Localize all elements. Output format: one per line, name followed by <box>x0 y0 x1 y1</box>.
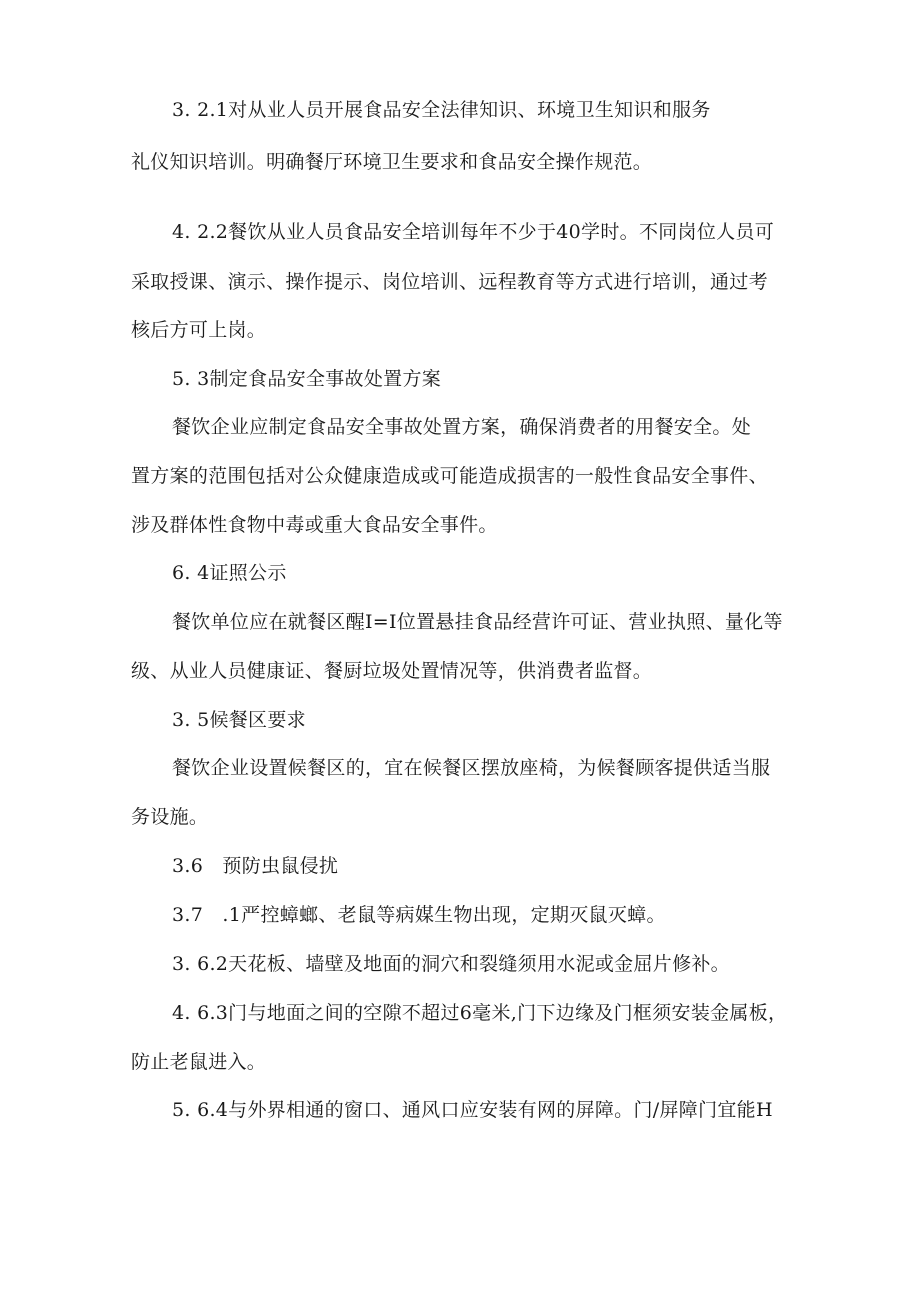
text-line-10: 6. 4证照公示 <box>172 562 287 584</box>
text-line-11: 餐饮单位应在就餐区醒I=I位置悬挂食品经营许可证、营业执照、量化等 <box>172 611 783 633</box>
text-line-1: 3. 2.1对从业人员开展食品安全法律知识、环境卫生知识和服务 <box>172 99 711 121</box>
text-line-14: 餐饮企业设置候餐区的，宜在候餐区摆放座椅，为候餐顾客提供适当服 <box>172 757 771 779</box>
text-line-7: 餐饮企业应制定食品安全事故处置方案，确保消费者的用餐安全。处 <box>172 416 752 438</box>
text-line-6: 5. 3制定食品安全事故处置方案 <box>172 368 442 390</box>
text-line-18: 3. 6.2天花板、墙壁及地面的洞穴和裂缝须用水泥或金屈片修补。 <box>172 953 730 975</box>
text-line-21: 5. 6.4与外界相通的窗口、通风口应安装有网的屏障。门/屏障门宜能H <box>172 1099 773 1121</box>
text-line-4: 采取授课、演示、操作提示、岗位培训、远程教育等方式进行培训，通过考 <box>131 271 768 293</box>
text-line-20: 防止老鼠进入。 <box>131 1051 267 1073</box>
text-line-16: 3.6 预防虫鼠侵扰 <box>172 855 339 877</box>
text-line-15: 务设施。 <box>131 806 209 828</box>
text-line-9: 涉及群体性食物中毒或重大食品安全事件。 <box>131 514 498 536</box>
text-line-5: 核后方可上岗。 <box>131 319 267 341</box>
text-line-2: 礼仪知识培训。明确餐厅环境卫生要求和食品安全操作规范。 <box>131 151 653 173</box>
text-line-17: 3.7 .1严控蟑螂、老鼠等病媒生物出现，定期灭鼠灭蟑。 <box>172 904 666 926</box>
text-line-8: 置方案的范围包括对公众健康造成或可能造成损害的一般性食品安全事件、 <box>131 465 768 487</box>
text-line-3: 4. 2.2餐饮从业人员食品安全培训每年不少于40学时。不同岗位人员可 <box>172 221 775 243</box>
text-line-12: 级、从业人员健康证、餐厨垃圾处置情况等，供消费者监督。 <box>131 660 653 682</box>
text-line-19: 4. 6.3门与地面之间的空隙不超过6毫米,门下边缘及门框须安装金属板， <box>172 1002 788 1024</box>
text-line-13: 3. 5候餐区要求 <box>172 709 306 731</box>
